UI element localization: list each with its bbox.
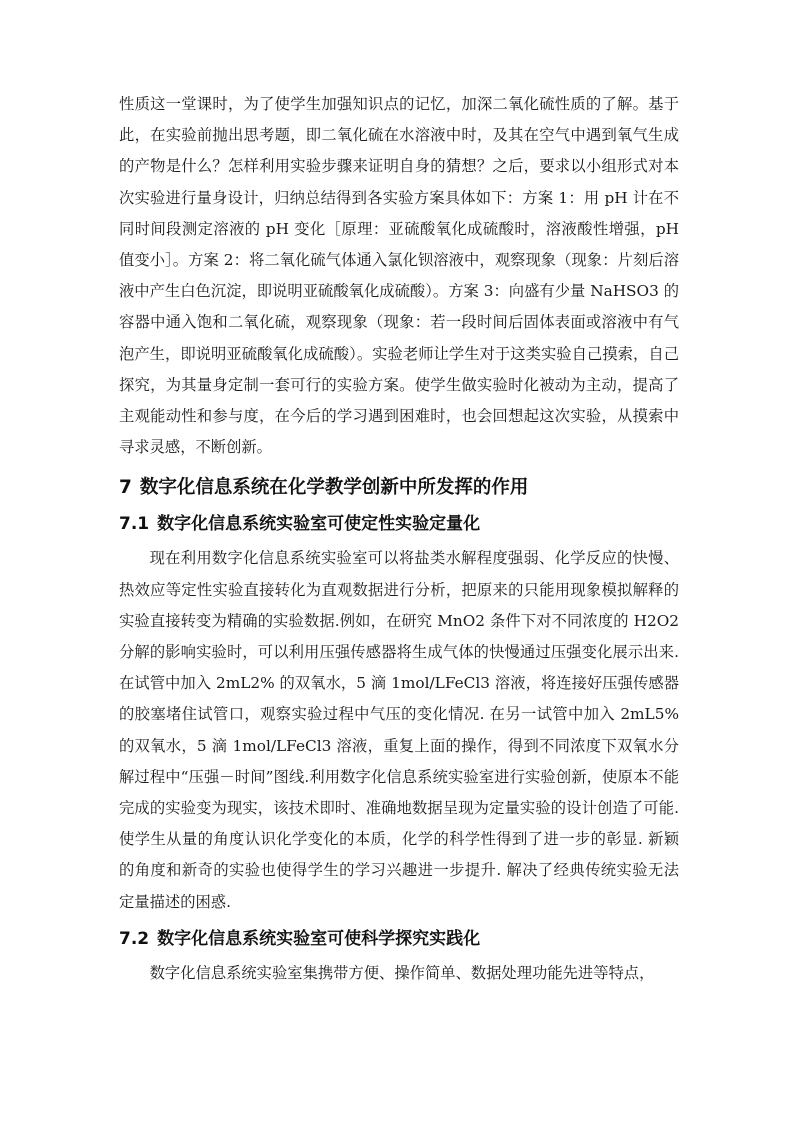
body-paragraph: 现在利用数字化信息系统实验室可以将盐类水解程度强弱、化学反应的快慢、热效应等定性实验直接转化为直观数据进行分析，把原来的只能用现象模拟解释的实验直接转变为精确的实验数据.例如，在研究 MnO2 条件下对不同浓度的 H2O2 分解的影响实验时，可以利用压强传感器将生成气体的快慢通过压强变化展示出来. 在试管中加入 2mL2% 的双氧水，5 滴 1mol/LFeCl3 溶液，将连接好压强传感器的胶塞堵住试管口，观察实验过程中气压的变化情况. 在另一试管中加入 2mL5% 的双氧水，5 滴 1mol/LFeCl3 溶液，重复上面的操作，得到不同浓度下双氧水分解过程中“压强－时间”图线.利用数字化信息系统实验室进行实验创新，使原本不能完成的实验变为现实，该技术即时、准确地数据呈现为定量实验的设计创造了可能. 使学生从量的角度认识化学变化的本质，化学的科学性得到了进一步的彰显. 新颖的角度和新奇的实验也使得学生的学习兴趣进一步提升. 解决了经典传统实验无法定量描述的困惑.	[119, 549, 679, 911]
body-paragraph: 数字化信息系统实验室集携带方便、操作简单、数据处理功能先进等特点，	[149, 963, 655, 982]
section-heading	[119, 473, 679, 503]
page-content	[119, 89, 679, 989]
subsection-number: 7.2	[119, 928, 150, 949]
subsection-heading	[119, 924, 679, 954]
subsection-title: 数字化信息系统实验室可使科学探究实践化	[157, 928, 481, 949]
subsection-title: 数字化信息系统实验室可使定性实验定量化	[157, 514, 481, 535]
body-paragraph: 性质这一堂课时，为了使学生加强知识点的记忆，加深二氧化硫性质的了解。基于此，在实验前抛出思考题，即二氧化硫在水溶液中时，及其在空气中遇到氧气生成的产物是什么？怎样利用实验步骤来证明自身的猜想？之后，要求以小组形式对本次实验进行量身设计，归纳总结得到各实验方案具体如下：方案 1：用 pH 计在不同时间段测定溶液的 pH 变化［原理：亚硫酸氧化成硫酸时，溶液酸性增强，pH 值变小］。方案 2：将二氧化硫气体通入氯化钡溶液中，观察现象（现象：片刻后溶液中产生白色沉淀，即说明亚硫酸氧化成硫酸）。方案 3：向盛有少量 NaHSO3 的容器中通入饱和二氧化硫，观察现象（现象：若一段时间后固体表面或溶液中有气泡产生，即说明亚硫酸氧化成硫酸）。实验老师让学生对于这类实验自己摸索，自己探究，为其量身定制一套可行的实验方案。使学生做实验时化被动为主动，提高了主观能动性和参与度，在今后的学习遇到困难时，也会回想起这次实验，从摸索中寻求灵感，不断创新。	[119, 95, 679, 457]
subsection-number: 7.1	[119, 514, 150, 535]
section-title: 数字化信息系统在化学教学创新中所发挥的作用	[139, 477, 529, 499]
subsection-heading	[119, 509, 679, 539]
section-number: 7	[119, 477, 132, 499]
